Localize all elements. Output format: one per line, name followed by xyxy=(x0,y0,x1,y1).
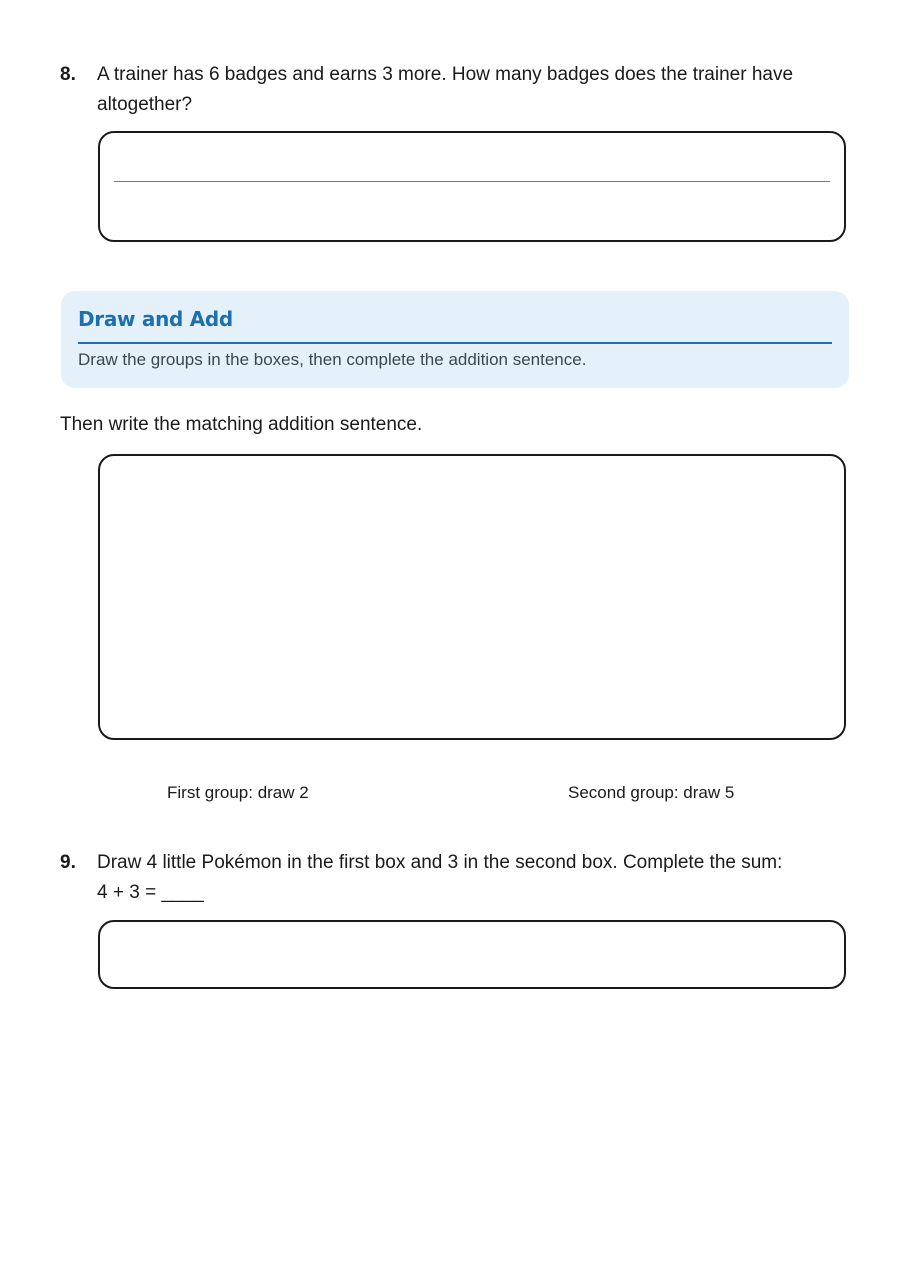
instruction-text: Then write the matching addition sentence. xyxy=(60,414,423,435)
writing-line xyxy=(114,181,830,182)
question-text: Draw 4 little Pokémon in the first box and 3 in the second box. Complete the sum: xyxy=(97,852,783,873)
answer-box-q8[interactable] xyxy=(98,131,846,242)
question-number: 9. xyxy=(60,852,76,873)
drawing-box[interactable] xyxy=(98,454,846,740)
draw-and-add-section xyxy=(61,291,849,388)
section-instructions: Draw the groups in the boxes, then complete the addition sentence. xyxy=(78,350,587,369)
answer-box-q9[interactable] xyxy=(98,920,846,989)
question-text: A trainer has 6 badges and earns 3 more. How many badges does the trainer have altogether? xyxy=(97,64,794,115)
question-9 xyxy=(60,848,860,908)
question-number: 8. xyxy=(60,64,76,85)
question-8 xyxy=(60,60,860,120)
section-title: Draw and Add xyxy=(78,307,233,331)
section-divider xyxy=(78,342,832,344)
sum-prompt: 4 + 3 = ____ xyxy=(97,882,204,903)
first-group-caption: First group: draw 2 xyxy=(167,783,309,802)
second-group-caption: Second group: draw 5 xyxy=(568,783,735,802)
